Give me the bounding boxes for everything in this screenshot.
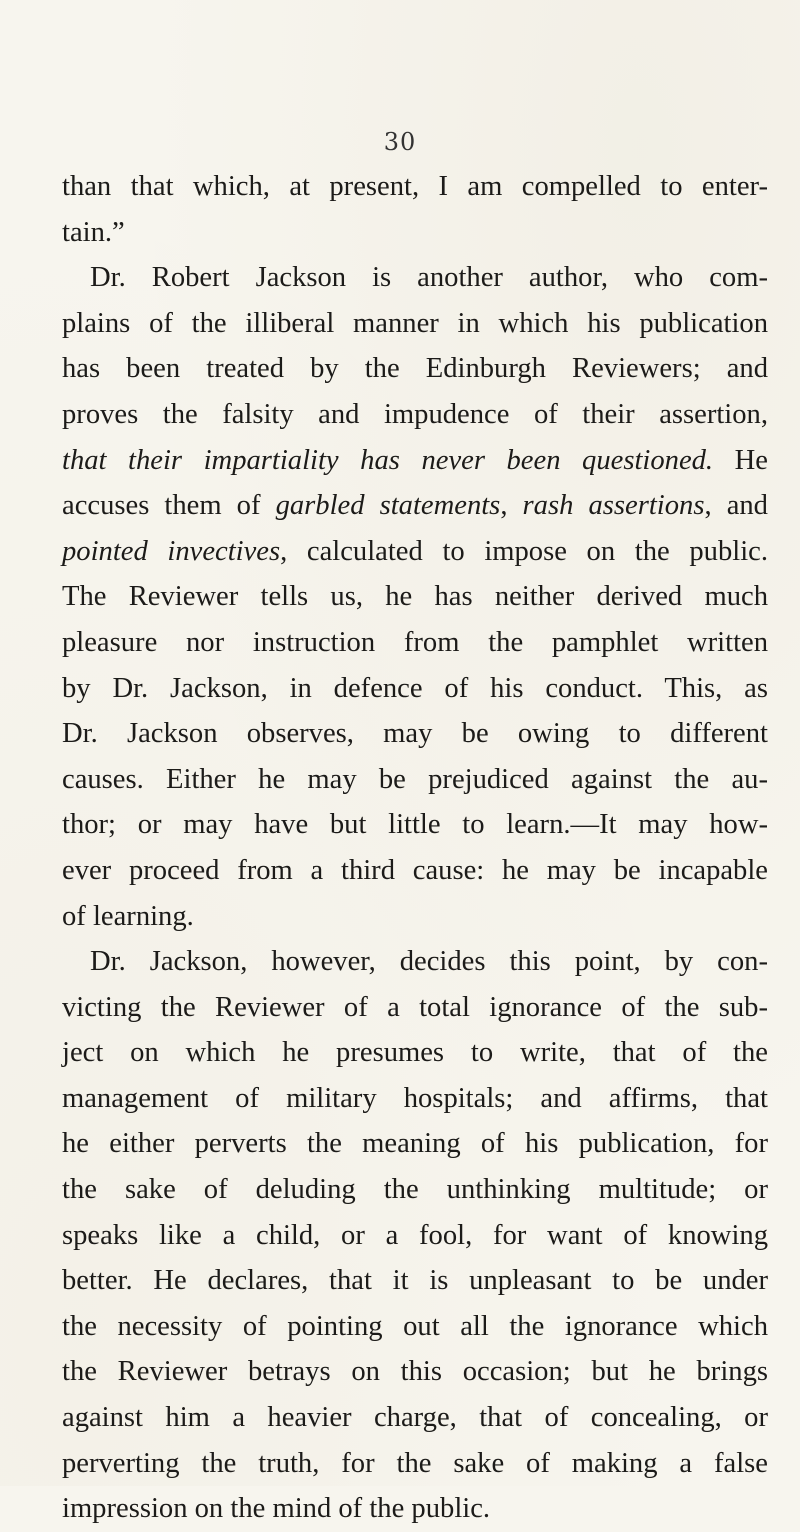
text-line — [62, 574, 768, 620]
text-segment: Dr. Robert Jackson is another author, who com- — [90, 262, 768, 294]
text-segment: better. He declares, that it is unpleasant to be under — [62, 1265, 768, 1297]
text-line — [62, 438, 768, 484]
text-line — [62, 1395, 768, 1441]
text-segment: Dr. Jackson observes, may be owing to different — [62, 718, 768, 750]
text-segment: speaks like a child, or a fool, for want of knowing — [62, 1219, 768, 1251]
text-segment: has been treated by the Edinburgh Reviewers; and — [62, 353, 768, 385]
italic-text: that their impartiality has never been questioned. — [62, 444, 714, 476]
text-segment: , — [500, 490, 523, 522]
text-segment: plains of the illiberal manner in which his publication — [62, 307, 768, 339]
text-segment: , and — [704, 490, 768, 522]
text-segment: by Dr. Jackson, in defence of his conduct. This, as — [62, 672, 768, 704]
text-line — [62, 1121, 768, 1167]
text-line — [62, 848, 768, 894]
text-line — [62, 210, 768, 256]
text-segment: against him a heavier charge, that of concealing, or — [62, 1402, 768, 1434]
text-segment: ever proceed from a third cause: he may be incapable — [62, 854, 768, 886]
text-line — [62, 985, 768, 1031]
text-segment: the sake of deluding the unthinking multitude; or — [62, 1174, 768, 1206]
text-segment: He — [713, 444, 768, 476]
text-line — [62, 301, 768, 347]
text-segment: Dr. Jackson, however, decides this point, by con- — [90, 946, 768, 978]
text-segment: thor; or may have but little to learn.—It may how- — [62, 809, 768, 841]
text-line — [62, 802, 768, 848]
text-line — [62, 1441, 768, 1487]
text-line — [62, 620, 768, 666]
text-segment: than that which, at present, I am compelled to enter- — [62, 171, 768, 202]
text-segment: proves the falsity and impudence of their assertion, — [62, 398, 768, 430]
text-line — [62, 1030, 768, 1076]
italic-text: rash assertions — [522, 490, 705, 522]
text-line — [62, 1349, 768, 1395]
text-line — [62, 392, 768, 438]
text-segment: accuses them of — [62, 490, 276, 522]
text-line — [62, 666, 768, 712]
text-segment: The Reviewer tells us, he has neither derived much — [62, 581, 768, 613]
text-line — [62, 1258, 768, 1304]
text-segment: the necessity of pointing out all the ignorance which — [62, 1310, 768, 1342]
text-segment: of learning. — [62, 900, 194, 932]
text-segment: perverting the truth, for the sake of making a false — [62, 1447, 768, 1479]
text-line — [62, 1486, 768, 1532]
italic-text: pointed invectives — [62, 535, 281, 567]
text-line — [62, 255, 768, 301]
text-line — [62, 1304, 768, 1350]
text-line — [62, 894, 768, 940]
text-segment: ject on which he presumes to write, that of the — [62, 1037, 768, 1069]
body-text — [62, 164, 768, 1532]
text-segment: he either perverts the meaning of his publication, for — [62, 1128, 768, 1160]
text-segment: pleasure nor instruction from the pamphlet written — [62, 626, 768, 658]
text-line — [62, 939, 768, 985]
text-line — [62, 483, 768, 529]
text-line — [62, 164, 768, 210]
text-segment: causes. Either he may be prejudiced against the au- — [62, 763, 768, 795]
text-line — [62, 1076, 768, 1122]
text-line — [62, 1213, 768, 1259]
text-segment: the Reviewer betrays on this occasion; but he brings — [62, 1356, 768, 1388]
text-segment: impression on the mind of the public. — [62, 1493, 491, 1525]
text-line — [62, 346, 768, 392]
text-line — [62, 1167, 768, 1213]
text-line — [62, 529, 768, 575]
text-line — [62, 711, 768, 757]
text-segment: victing the Reviewer of a total ignorance of the sub- — [62, 991, 768, 1023]
text-line — [62, 757, 768, 803]
text-segment: management of military hospitals; and affirms, that — [62, 1082, 768, 1114]
italic-text: garbled statements — [275, 490, 501, 522]
page-number: 30 — [383, 128, 417, 156]
text-segment: tain.” — [62, 216, 125, 248]
text-segment: , calculated to impose on the public. — [280, 535, 768, 567]
